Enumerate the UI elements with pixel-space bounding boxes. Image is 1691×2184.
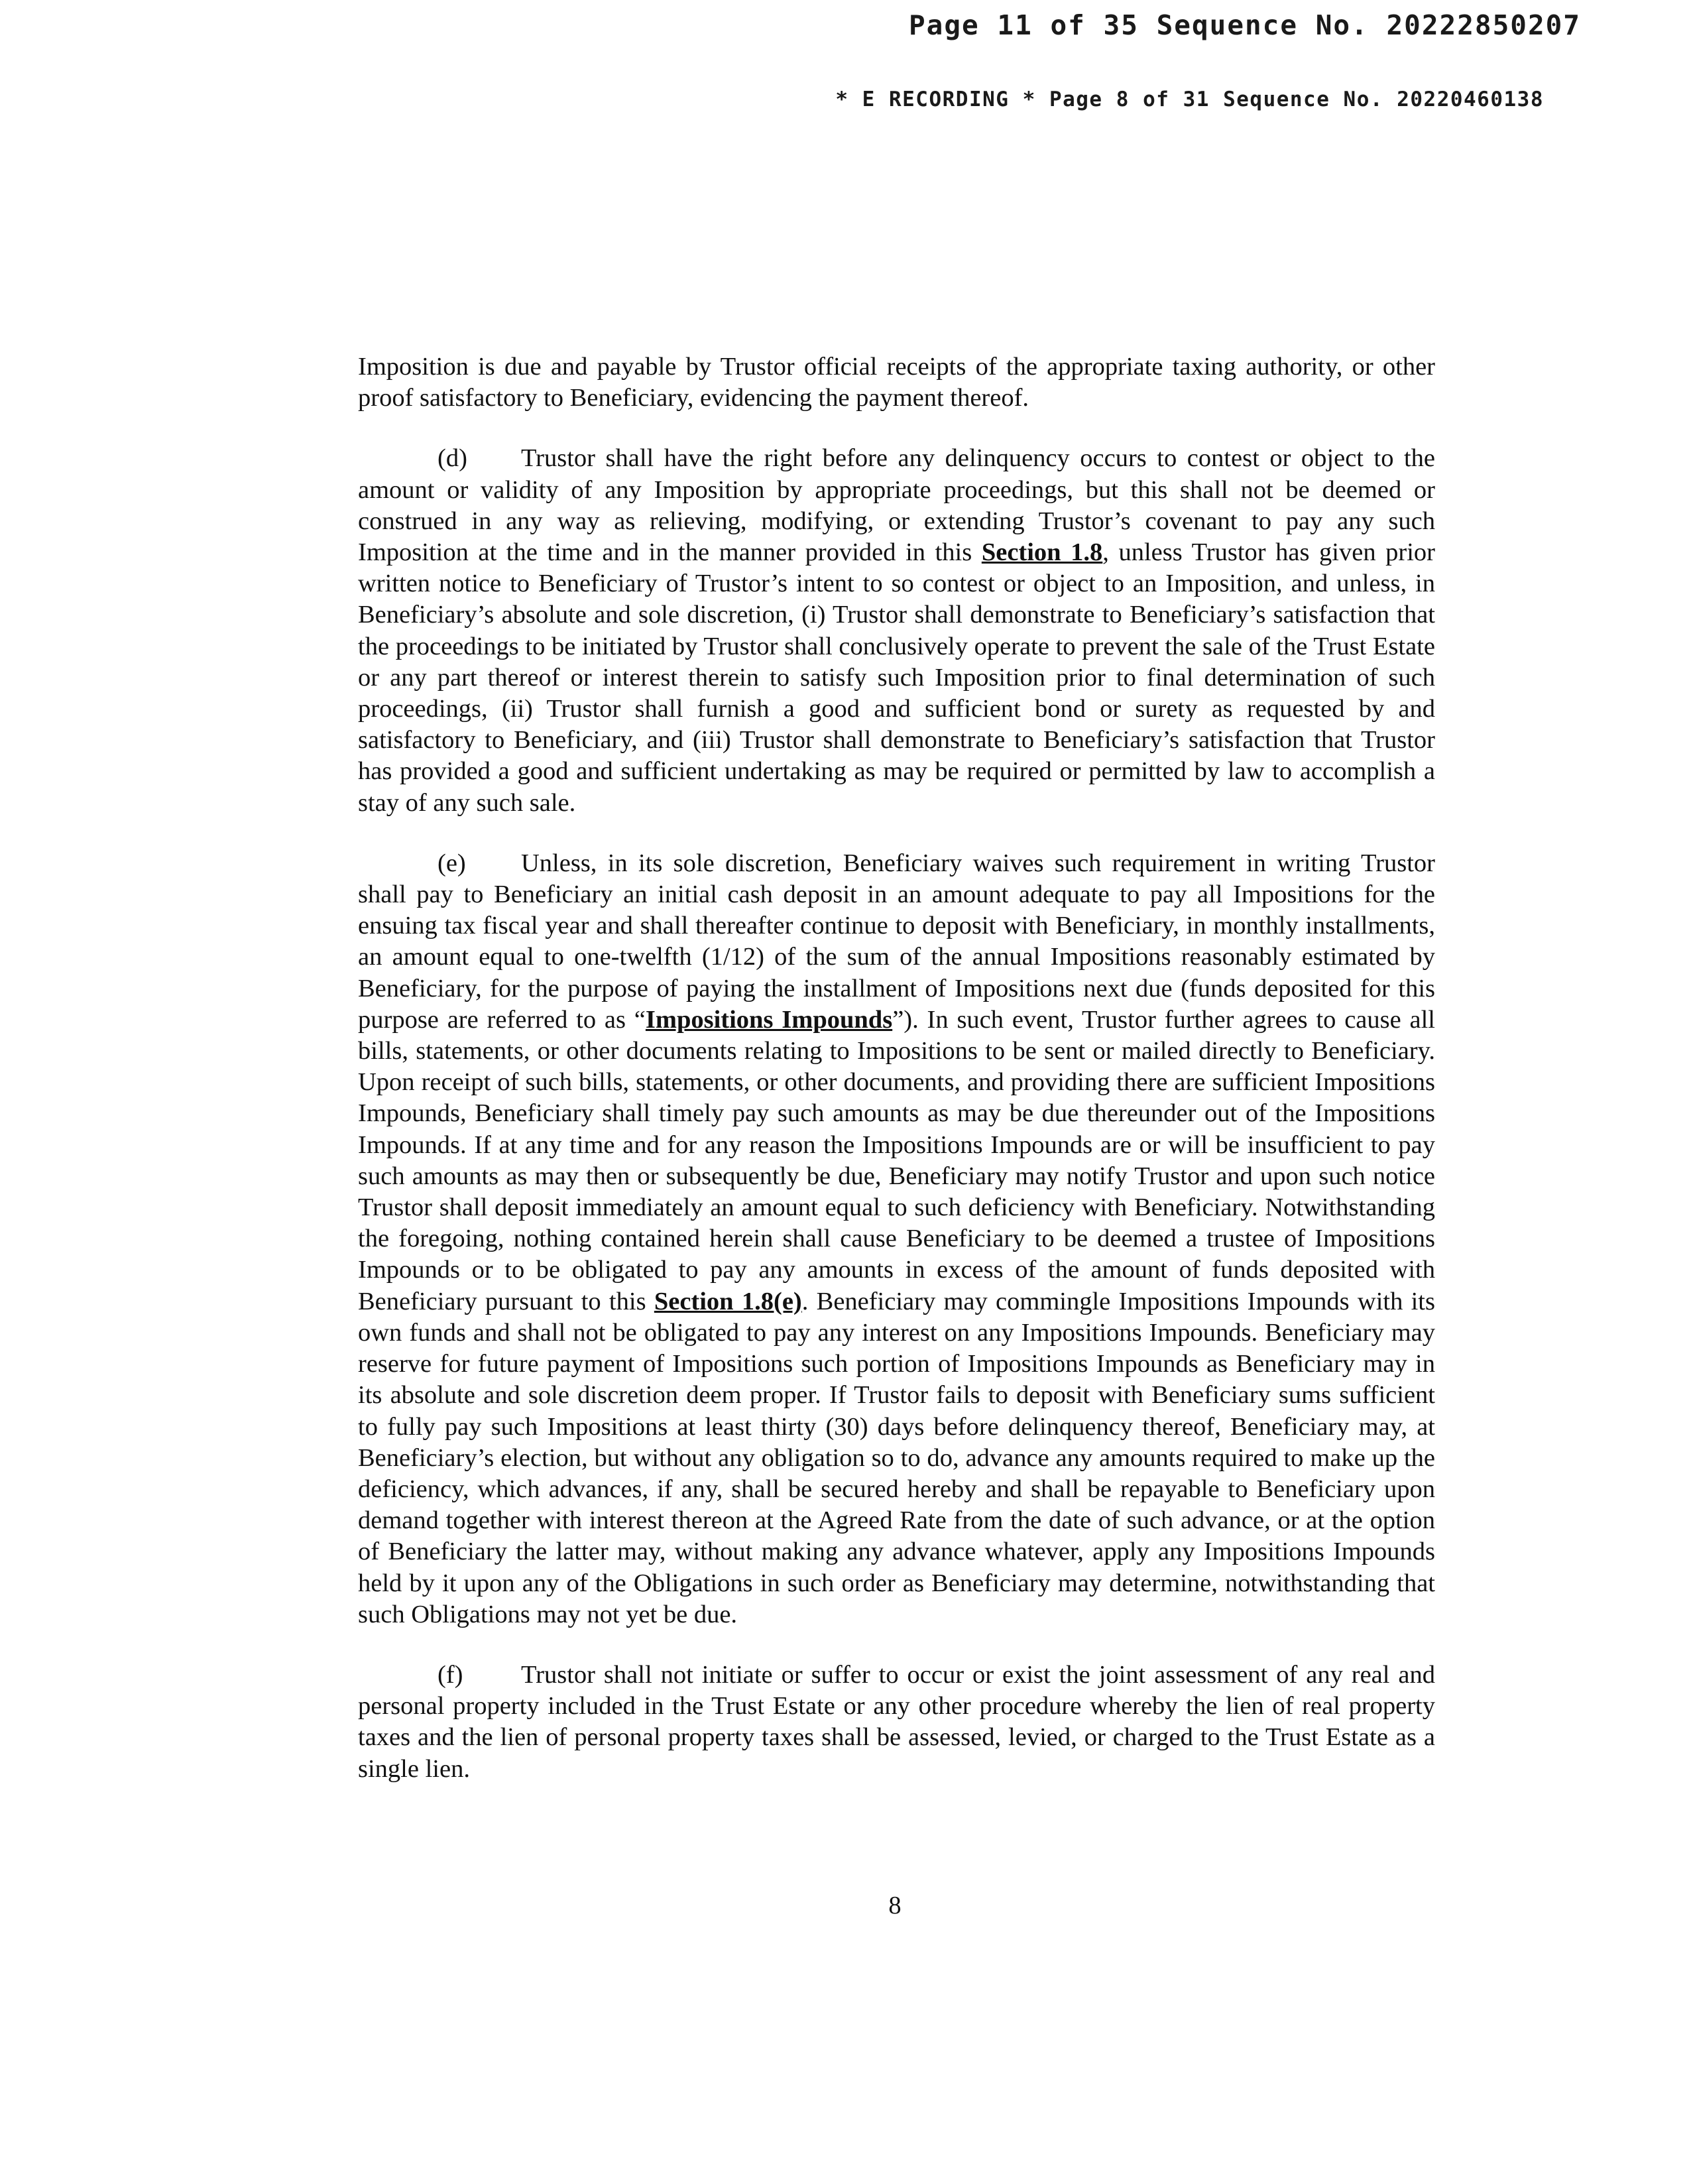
section-reference: Section 1.8(e) bbox=[654, 1287, 802, 1315]
paragraph-d-text-1: Trustor shall have the right before any delinquency occurs to contest or object to the amount or validity of any Imposition by appropriate proceedings, but this shall not be deemed or construed in any way as relieving, modifying, or extending Trustor’s covenant to pay any such Imposition at the time and in the manner provided in this bbox=[358, 444, 1435, 567]
prior-recording-stamp: * E RECORDING * Page 8 of 31 Sequence No. 20220460138 bbox=[835, 88, 1544, 111]
page-number: 8 bbox=[888, 1892, 902, 1919]
document-body bbox=[358, 351, 1435, 1814]
paragraph-d-text-2: , unless Trustor has given prior written notice to Beneficiary of Trustor’s intent to so contest or object to an Imposition, and unless, in Beneficiary’s absolute and sole discretion, (i) Trustor shall demonstrate to Beneficiary’s satisfaction that the proceedings to be initiated by Trustor shall conclusively operate to prevent the sale of the Trust Estate or any part thereof or interest therein to satisfy such Imposition prior to final determination of such proceedings, (ii) Trustor shall furnish a good and sufficient bond or surety as requested by and satisfactory to Beneficiary, and (iii) Trustor shall demonstrate to Beneficiary’s satisfaction that Trustor has provided a good and sufficient undertaking as may be required or permitted by law to accomplish a stay of any such sale. bbox=[358, 538, 1435, 817]
paragraph-f-text: Trustor shall not initiate or suffer to occur or exist the joint assessment of any real and personal property included in the Trust Estate or any other procedure whereby the lien of real property taxes and the lien of personal property taxes shall be assessed, levied, or charged to the Trust Estate as a single lien. bbox=[358, 1660, 1435, 1783]
recording-stamp: Page 11 of 35 Sequence No. 20222850207 bbox=[909, 9, 1581, 41]
paragraph-d-label: (d) bbox=[437, 444, 467, 473]
paragraph-e-text-3: . Beneficiary may commingle Impositions Impounds with its own funds and shall not be obligated to pay any interest on any Impositions Impounds. Beneficiary may reserve for future payment of Impositions such portion of Impositions Impounds as Beneficiary may in its absolute and sole discretion deem proper. If Trustor fails to deposit with Beneficiary sums sufficient to fully pay such Impositions at least thirty (30) days before delinquency thereof, Beneficiary may, at Beneficiary’s election, but without any obligation so to do, advance any amounts required to make up the deficiency, which advances, if any, shall be secured hereby and shall be repayable to Beneficiary upon demand together with interest thereon at the Agreed Rate from the date of such advance, or at the option of Beneficiary the latter may, without making any advance whatever, apply any Impositions Impounds held by it upon any of the Obligations in such order as Beneficiary may determine, notwithstanding that such Obligations may not yet be due. bbox=[358, 1287, 1435, 1628]
paragraph-e-text-1: Unless, in its sole discretion, Beneficiary waives such requirement in writing Trustor shall pay to Beneficiary an initial cash deposit in an amount adequate to pay all Impositions for the ensuing tax fiscal year and shall thereafter continue to deposit with Beneficiary, in monthly installments, an amount equal to one-twelfth (1/12) of the sum of the annual Impositions reasonably estimated by Beneficiary, for the purpose of paying the installment of Impositions next due (funds deposited for this purpose are referred to as “ bbox=[358, 849, 1435, 1034]
paragraph-e-label: (e) bbox=[437, 849, 466, 877]
paragraph-d bbox=[358, 443, 1435, 818]
paragraph-e bbox=[358, 848, 1435, 1630]
paragraph-e-text-2: ”). In such event, Trustor further agrees to cause all bills, statements, or other documents relating to Impositions to be sent or mailed directly to Beneficiary. Upon receipt of such bills, statements, or other documents, and providing there are sufficient Impositions Impounds, Beneficiary shall timely pay such amounts as may be due thereunder out of the Impositions Impounds. If at any time and for any reason the Impositions Impounds are or will be insufficient to pay such amounts as may then or subsequently be due, Beneficiary may notify Trustor and upon such notice Trustor shall deposit immediately an amount equal to such deficiency with Beneficiary. Notwithstanding the foregoing, nothing contained herein shall cause Beneficiary to be deemed a trustee of Impositions Impounds or to be obligated to pay any amounts in excess of the amount of funds deposited with Beneficiary pursuant to this bbox=[358, 1005, 1436, 1315]
paragraph-f-label: (f) bbox=[437, 1660, 463, 1689]
section-reference: Section 1.8 bbox=[981, 538, 1103, 567]
defined-term: Impositions Impounds bbox=[645, 1005, 893, 1034]
paragraph-c-continued bbox=[358, 351, 1435, 414]
paragraph-f bbox=[358, 1660, 1435, 1785]
paragraph-c-text: Imposition is due and payable by Trustor official receipts of the appropriate taxing authority, or other proof satisfactory to Beneficiary, evidencing the payment thereof. bbox=[358, 353, 1435, 412]
